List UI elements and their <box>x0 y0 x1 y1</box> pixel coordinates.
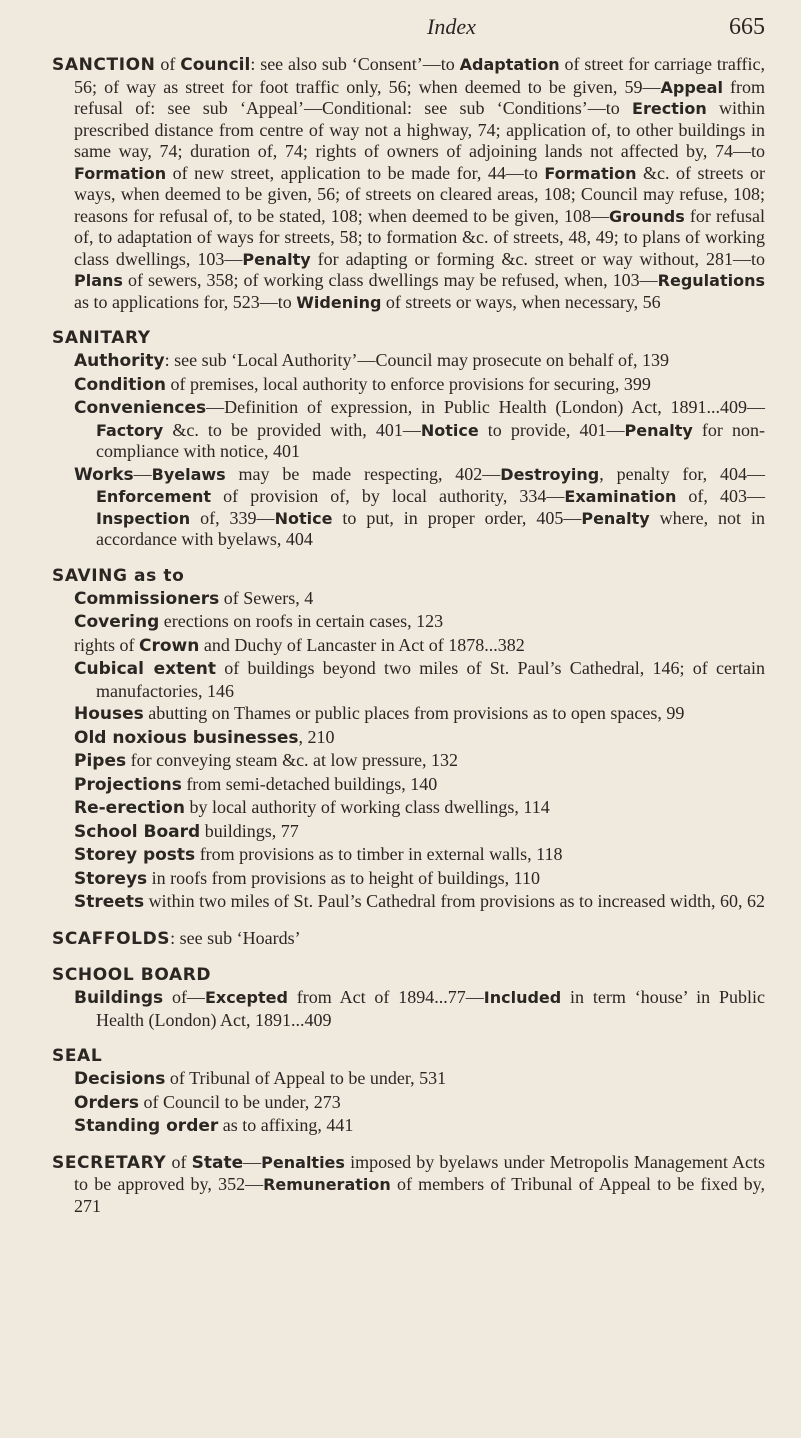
subheading: Re-erection <box>74 798 185 818</box>
keyword: Byelaws <box>151 464 226 484</box>
scaffolds-line <box>52 928 765 951</box>
sub-entry-buildings <box>74 987 765 1031</box>
sub-entry-works <box>74 464 765 551</box>
text: for refusal of, to adaptation of ways for streets, 58; to formation &c. of streets, 48, 49; to plans of working class dwellings, 103— <box>74 205 765 269</box>
text: of— <box>163 987 205 1007</box>
text: of Tribunal of Appeal to be under, 531 <box>165 1068 447 1088</box>
entry-sanction <box>52 54 765 313</box>
text: of Council to be under, 273 <box>139 1091 341 1112</box>
secretary-paragraph <box>52 1152 765 1218</box>
text: , 210 <box>298 726 335 747</box>
keyword: Notice <box>274 508 333 528</box>
sanction-paragraph <box>52 54 765 313</box>
keyword: Formation <box>544 163 637 183</box>
entry-school-board <box>52 964 765 1031</box>
sub-entry-decisions <box>74 1068 765 1091</box>
text: of new street, application to be made for, 44—to <box>166 162 545 183</box>
keyword: Destroying <box>500 464 600 484</box>
subheading: Authority <box>74 351 165 371</box>
text: abutting on Thames or public places from provisions as to open spaces, 99 <box>143 703 685 723</box>
headword: SECRETARY <box>52 1152 167 1173</box>
subheading: Storey posts <box>74 845 196 865</box>
sub-entry-pipes <box>74 750 765 773</box>
sub-entry-covering <box>74 611 765 634</box>
text: : see also sub ‘Consent’—to <box>250 54 460 74</box>
text: of provision of, by local authority, 334— <box>211 486 565 506</box>
text: , penalty for, 404— <box>599 463 765 484</box>
text: from Act of 1894...77— <box>287 987 484 1007</box>
subheading: Condition <box>74 374 166 395</box>
text: imposed by byelaws under Metropolis Management Acts to be approved by, 352— <box>74 1151 765 1194</box>
keyword: Formation <box>74 163 167 183</box>
keyword: Excepted <box>204 988 288 1007</box>
text: for conveying steam &c. at low pressure, 132 <box>126 750 459 770</box>
text: of premises, local authority to enforce provisions for securing, 399 <box>166 373 651 394</box>
text: may be made respecting, 402— <box>225 463 501 484</box>
sub-entry-cubical <box>74 658 765 702</box>
keyword: Penalty <box>581 508 650 528</box>
text: and Duchy of Lancaster in Act of 1878...382 <box>199 634 525 655</box>
keyword: Examination <box>564 487 677 506</box>
text: : see sub ‘Hoards’ <box>170 927 301 948</box>
keyword: Penalty <box>242 249 311 269</box>
text: of, 339— <box>190 507 275 528</box>
sub-entry-condition <box>74 374 765 397</box>
keyword: Grounds <box>609 206 685 226</box>
text: by local authority of working class dwellings, 114 <box>184 797 550 817</box>
keyword: Widening <box>296 292 382 312</box>
sub-entry-conveniences <box>74 397 765 463</box>
text: in roofs from provisions as to height of buildings, 110 <box>147 867 540 888</box>
subheading: Covering <box>74 612 160 632</box>
sub-entry-storey-posts <box>74 844 765 867</box>
text: from provisions as to timber in external walls, 118 <box>195 844 563 864</box>
text: where, not in accordance with byelaws, 404 <box>96 507 765 549</box>
subheading: Commissioners <box>74 588 220 609</box>
headword: SCHOOL BOARD <box>52 965 212 985</box>
keyword: Erection <box>632 99 707 118</box>
text: rights of <box>74 634 139 655</box>
subheading: Pipes <box>74 751 127 771</box>
text: in term ‘house’ in Public Health (London) Act, 1891...409 <box>96 987 766 1030</box>
subheading: Cubical extent <box>74 659 217 679</box>
sub-entry-projections <box>74 774 765 797</box>
entry-saving <box>52 565 765 914</box>
subheading: Orders <box>74 1092 140 1113</box>
entry-scaffolds <box>52 928 765 951</box>
text: : see sub ‘Local Authority’—Council may prosecute on behalf of, 139 <box>164 350 669 370</box>
sub-entry-streets <box>74 891 765 914</box>
keyword: Notice <box>420 420 479 440</box>
sub-entry-standing-order <box>74 1115 765 1138</box>
keyword: Enforcement <box>96 487 212 506</box>
subheading: Houses <box>74 704 144 724</box>
keyword: Plans <box>74 271 123 290</box>
subheading: Crown <box>139 635 200 656</box>
keyword: Remuneration <box>263 1175 391 1194</box>
sub-entry-storeys <box>74 868 765 891</box>
sub-entry-old-noxious <box>74 727 765 750</box>
running-title: Index <box>427 14 476 39</box>
keyword: Factory <box>96 420 164 440</box>
subheading: Buildings <box>74 988 164 1008</box>
subheading: Works <box>74 464 134 485</box>
headword: SCAFFOLDS <box>52 928 171 949</box>
subheading: Streets <box>74 892 145 912</box>
sub-entry-re-erection <box>74 797 765 820</box>
text: — <box>133 463 152 484</box>
subheading: Old noxious businesses <box>74 727 299 748</box>
subheading: Projections <box>74 774 182 795</box>
subheading: Conveniences <box>74 398 207 418</box>
text: of buildings beyond two miles of St. Paul’s Cathedral, 146; of certain manufactories, 146 <box>96 658 766 701</box>
entry-sanitary <box>52 327 765 551</box>
subheading: School Board <box>74 821 201 842</box>
text: within prescribed distance from centre of way not a highway, 74; application of, to other buildings in same way, 74; duration of, 74; rights of owners of adjoining lands not affected by, 74—to <box>74 98 765 161</box>
keyword: Appeal <box>660 77 723 97</box>
keyword: Inspection <box>96 508 191 528</box>
keyword: Penalty <box>624 420 693 440</box>
headword: SANCTION <box>52 55 156 75</box>
keyword: Adaptation <box>459 55 560 74</box>
text: from refusal of: see sub ‘Appeal’—Conditional: see sub ‘Conditions’—to <box>74 76 765 118</box>
entry-secretary <box>52 1152 765 1218</box>
text: for adapting or forming &c. street or way without, 281—to <box>310 248 765 269</box>
sub-entry-school-board <box>74 821 765 844</box>
text: of <box>166 1151 192 1172</box>
headword-line <box>52 565 765 587</box>
text: of sewers, 358; of working class dwellings may be refused, when, 103— <box>122 270 658 290</box>
text: buildings, 77 <box>200 820 299 841</box>
headword: SANITARY <box>52 328 151 348</box>
keyword: Penalties <box>261 1152 345 1172</box>
text: —Definition of expression, in Public Health (London) Act, 1891...409— <box>206 397 765 417</box>
headword: SAVING <box>52 565 128 586</box>
keyword: Included <box>483 988 562 1007</box>
text: within two miles of St. Paul’s Cathedral from provisions as to increased width, 60, 62 <box>144 891 765 911</box>
page-number: 665 <box>729 14 765 40</box>
sub-entry-orders <box>74 1092 765 1115</box>
text: as to applications for, 523—to <box>74 291 297 312</box>
text: as to affixing, 441 <box>218 1115 354 1135</box>
text: of <box>155 54 181 74</box>
subheading: Standing order <box>74 1116 219 1136</box>
keyword: Regulations <box>657 271 765 290</box>
text: to provide, 401— <box>478 419 625 440</box>
text: &c. to be provided with, 401— <box>163 419 421 440</box>
text: of members of Tribunal of Appeal to be fixed by, 271 <box>74 1174 765 1216</box>
subheading: Council <box>180 55 251 75</box>
subheading: State <box>191 1152 244 1173</box>
text: for non-compliance with notice, 401 <box>96 419 765 461</box>
text: — <box>243 1151 262 1172</box>
headword-rest: as to <box>127 565 185 586</box>
text: to put, in proper order, 405— <box>332 507 582 528</box>
sub-entry-crown <box>74 635 765 658</box>
text: of street for carriage traffic, 56; of way as street for foot traffic only, 56; when deemed to be given, 59— <box>74 54 765 97</box>
sub-entry-authority <box>74 350 765 373</box>
text: erections on roofs in certain cases, 123 <box>159 611 444 631</box>
headword: SEAL <box>52 1046 103 1066</box>
subheading: Storeys <box>74 868 148 889</box>
text: of streets or ways, when necessary, 56 <box>381 291 661 312</box>
text: of, 403— <box>676 486 765 506</box>
sub-entry-houses <box>74 703 765 726</box>
entry-seal <box>52 1045 765 1138</box>
page-header <box>52 8 765 40</box>
sub-entry-commissioners <box>74 588 765 611</box>
text: of Sewers, 4 <box>219 587 314 608</box>
text: from semi-detached buildings, 140 <box>181 773 438 794</box>
text: &c. of streets or ways, when deemed to be given, 56; of streets on cleared areas, 108; Council may refuse, 108; reasons for refusal of, to be stated, 108; when deemed to be given, 108— <box>74 162 766 226</box>
subheading: Decisions <box>74 1069 166 1089</box>
